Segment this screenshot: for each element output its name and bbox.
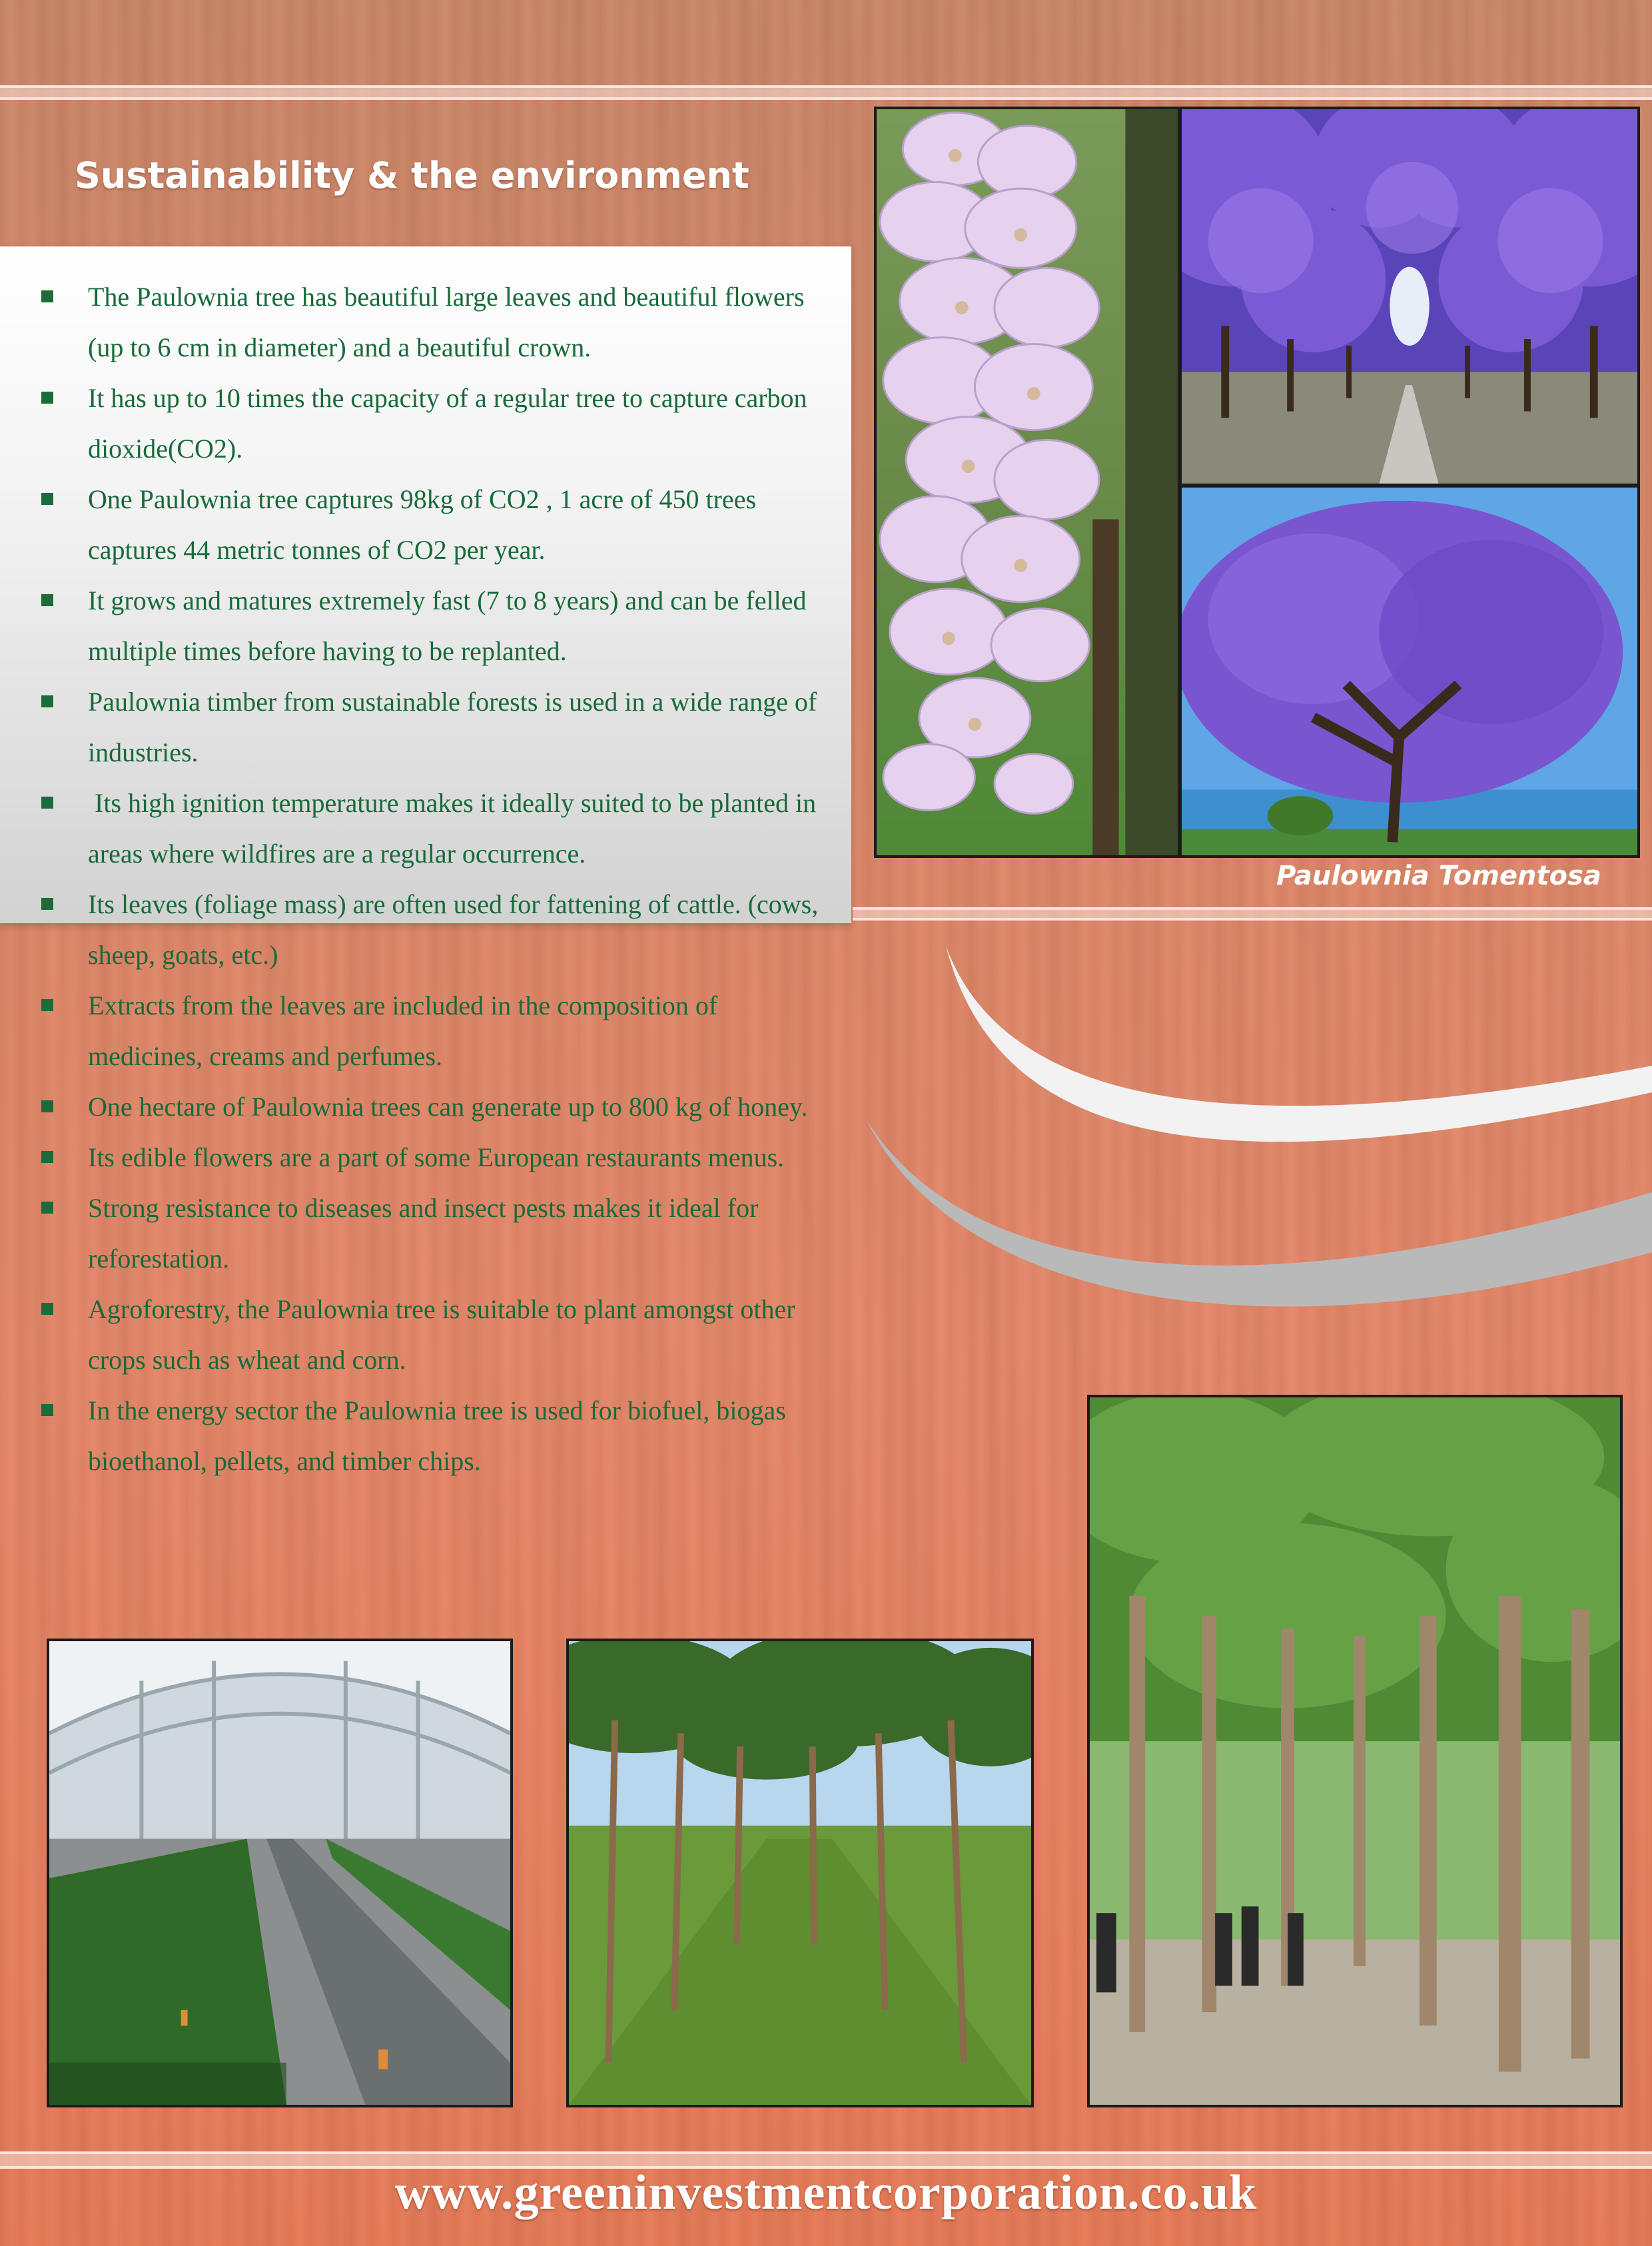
list-item: Paulownia timber from sustainable forests is used in a wide range of industries.: [41, 677, 831, 778]
flower-cluster-photo: [874, 107, 1180, 858]
square-bullet-icon: [41, 797, 53, 809]
photo-caption: Paulownia Tomentosa: [1276, 861, 1601, 891]
list-item: Agroforestry, the Paulownia tree is suitable to plant amongst other crops such as wheat and corn.: [41, 1284, 831, 1385]
list-item: One hectare of Paulownia trees can generate up to 800 kg of honey.: [41, 1082, 831, 1132]
tree-rows-field-photo: [566, 1639, 1034, 2107]
section-title: Sustainability & the environment: [75, 155, 749, 196]
greenhouse-seedlings-photo: [47, 1639, 513, 2107]
square-bullet-icon: [41, 695, 53, 707]
square-bullet-icon: [41, 1404, 53, 1416]
list-item: Extracts from the leaves are included in the composition of medicines, creams and perfumes.: [41, 980, 831, 1082]
list-item: One Paulownia tree captures 98kg of CO2 , 1 acre of 450 trees captures 44 metric tonnes of CO2 per year.: [41, 474, 831, 575]
list-item: Its leaves (foliage mass) are often used for fattening of cattle. (cows, sheep, goats, etc.): [41, 879, 831, 980]
square-bullet-icon: [41, 1303, 53, 1315]
square-bullet-icon: [41, 898, 53, 910]
list-item: Its edible flowers are a part of some European restaurants menus.: [41, 1132, 831, 1183]
website-url: www.greeninvestmentcorporation.co.uk: [394, 2165, 1258, 2220]
middle-divider-band: [853, 907, 1652, 921]
square-bullet-icon: [41, 493, 53, 505]
benefits-panel: [0, 246, 851, 1476]
decorative-swoosh: [853, 933, 1652, 1359]
square-bullet-icon: [41, 392, 53, 404]
list-item: The Paulownia tree has beautiful large leaves and beautiful flowers (up to 6 cm in diameter) and a beautiful crown.: [41, 272, 831, 373]
list-item: It grows and matures extremely fast (7 to 8 years) and can be felled multiple times before having to be replanted.: [41, 575, 831, 677]
purple-tree-lake-photo: [1179, 485, 1640, 858]
list-item: Its high ignition temperature makes it ideally suited to be planted in areas where wildfires are a regular occurrence.: [41, 778, 831, 879]
list-item: In the energy sector the Paulownia tree is used for biofuel, biogas bioethanol, pellets, and timber chips.: [41, 1385, 831, 1487]
square-bullet-icon: [41, 1100, 53, 1112]
mature-plantation-photo: [1087, 1395, 1623, 2107]
square-bullet-icon: [41, 290, 53, 302]
benefits-list: [0, 246, 851, 1487]
top-divider-band: [0, 85, 1652, 100]
square-bullet-icon: [41, 1151, 53, 1163]
purple-tree-avenue-photo: [1179, 107, 1640, 486]
list-item: It has up to 10 times the capacity of a regular tree to capture carbon dioxide(CO2).: [41, 373, 831, 474]
square-bullet-icon: [41, 1202, 53, 1214]
list-item: Strong resistance to diseases and insect pests makes it ideal for reforestation.: [41, 1183, 831, 1284]
square-bullet-icon: [41, 999, 53, 1011]
square-bullet-icon: [41, 594, 53, 606]
